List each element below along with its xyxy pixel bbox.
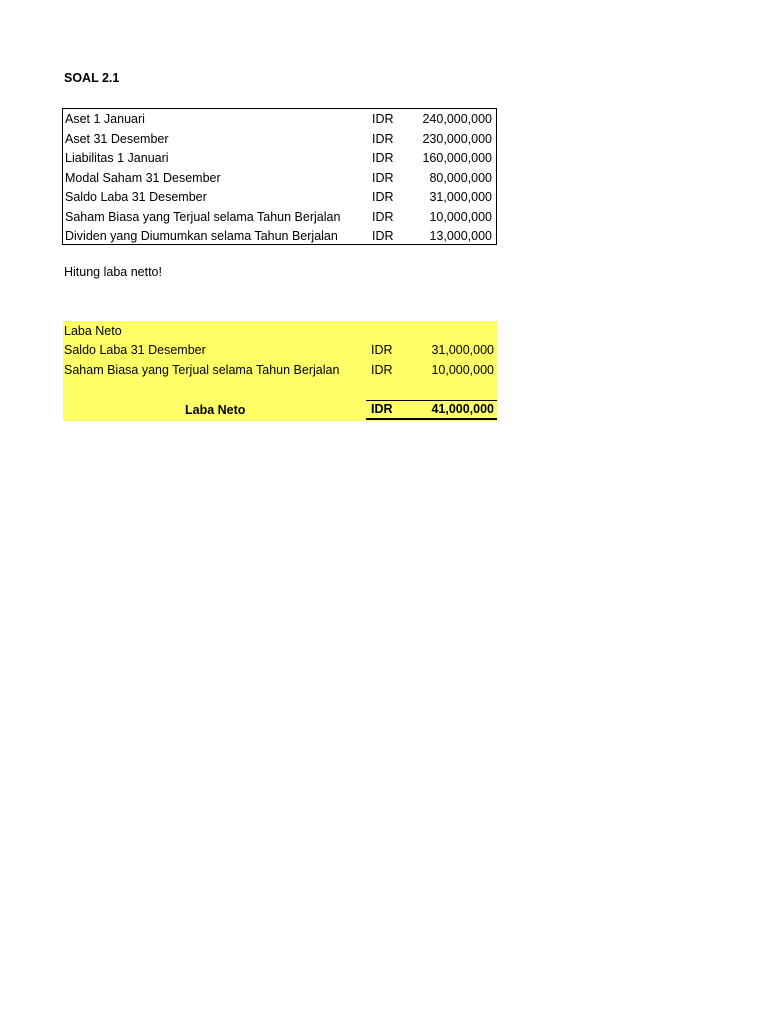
row-currency: IDR	[372, 209, 394, 224]
answer-heading: Laba Neto	[64, 324, 122, 338]
total-label: Laba Neto	[185, 403, 246, 417]
table-row[interactable]	[63, 188, 496, 208]
row-currency: IDR	[372, 112, 394, 126]
row-amount: 13,000,000	[429, 229, 492, 243]
given-data-table	[62, 108, 497, 245]
answer-row[interactable]	[63, 361, 497, 381]
table-row[interactable]	[63, 130, 496, 150]
row-currency: IDR	[372, 229, 394, 243]
sheet-title: SOAL 2.1	[64, 71, 120, 85]
row-label: Aset 1 Januari	[65, 112, 145, 126]
answer-block	[63, 321, 497, 421]
row-label: Dividen yang Diumumkan selama Tahun Berjalan	[65, 229, 338, 243]
row-amount: 10,000,000	[429, 209, 492, 224]
row-currency: IDR	[372, 131, 394, 146]
row-label: Saham Biasa yang Terjual selama Tahun Berjalan	[64, 362, 340, 377]
row-label: Liabilitas 1 Januari	[65, 151, 169, 165]
total-row[interactable]	[63, 400, 497, 420]
table-row[interactable]	[63, 110, 496, 130]
total-currency: IDR	[371, 402, 393, 416]
row-amount: 31,000,000	[431, 343, 494, 357]
row-currency: IDR	[371, 343, 393, 357]
row-amount: 80,000,000	[429, 170, 492, 185]
row-currency: IDR	[371, 362, 393, 377]
question-prompt: Hitung laba netto!	[64, 265, 162, 279]
table-row[interactable]	[63, 149, 496, 169]
row-amount: 160,000,000	[422, 151, 492, 165]
table-row[interactable]	[63, 208, 496, 228]
row-amount: 10,000,000	[431, 362, 494, 377]
row-currency: IDR	[372, 170, 394, 185]
row-amount: 240,000,000	[422, 112, 492, 126]
row-label: Aset 31 Desember	[65, 131, 169, 146]
row-currency: IDR	[372, 190, 394, 204]
row-label: Saham Biasa yang Terjual selama Tahun Berjalan	[65, 209, 341, 224]
row-label: Saldo Laba 31 Desember	[65, 190, 207, 204]
table-row[interactable]	[63, 169, 496, 189]
row-label: Modal Saham 31 Desember	[65, 170, 221, 185]
total-value-cell	[366, 400, 497, 420]
row-amount: 31,000,000	[429, 190, 492, 204]
table-row[interactable]	[63, 227, 496, 247]
row-label: Saldo Laba 31 Desember	[64, 343, 206, 357]
row-currency: IDR	[372, 151, 394, 165]
row-amount: 230,000,000	[422, 131, 492, 146]
total-amount: 41,000,000	[431, 402, 494, 416]
answer-row[interactable]	[63, 341, 497, 361]
